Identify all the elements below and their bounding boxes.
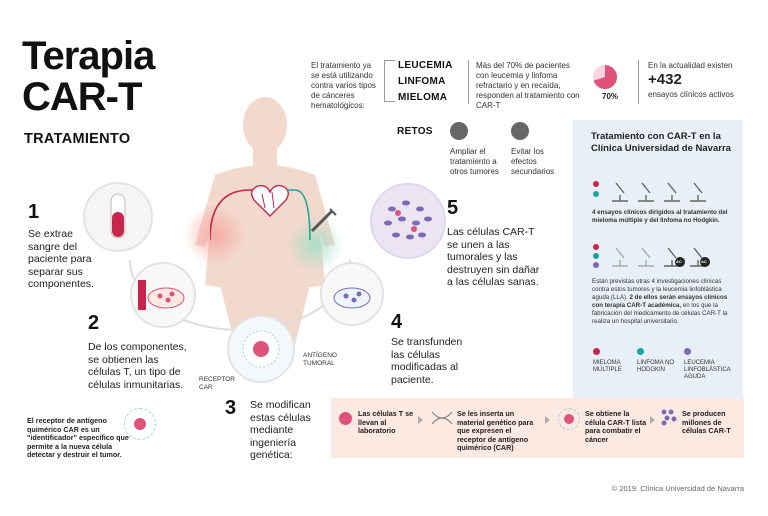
response-value: 70% [602, 92, 619, 101]
ac-badge: AC [701, 259, 707, 264]
cancer-mieloma: MIELOMA [398, 92, 448, 103]
ac-badge: AC [676, 259, 682, 264]
antigen-label: ANTÍGENO TUMORAL [303, 352, 337, 367]
step-4-number: 4 [391, 311, 403, 333]
microscope-row-1 [590, 177, 710, 205]
step-3-text: Se modifican estas células mediante ingeniería genética: [250, 399, 311, 461]
transfusion-dish-image [320, 262, 384, 326]
trials-label: ensayos clínicos activos [648, 90, 734, 99]
cancer-leucemia: LEUCEMIA [398, 60, 453, 71]
treatment-intro: El tratamiento ya se está utilizando contra varios tipos de cánceres hematológicos: [311, 61, 376, 110]
page-subtitle: TRATAMIENTO [24, 131, 131, 147]
dna-icon [430, 408, 454, 428]
response-stat-text: Más del 70% de pacientes con leucemia y linfoma refractario y en recaída, responden al tratamiento con CAR-T [476, 61, 580, 110]
syringe-icon [450, 122, 468, 140]
t-cell-icon [339, 412, 352, 425]
panel-text-2 [592, 278, 737, 326]
step-1-text: Se extrae sangre del paciente para separar sus componentes. [28, 228, 94, 290]
step-5-number: 5 [447, 197, 459, 219]
reto-1: Ampliar el tratamiento a otros tumores [450, 147, 499, 176]
divider [468, 60, 469, 104]
petri-dish-image [130, 262, 196, 328]
arrow-icon [545, 416, 550, 424]
reto-2: Evitar los efectos secundarios [511, 147, 555, 176]
car-t-cell-image [227, 315, 295, 383]
step-1-number: 1 [28, 201, 40, 223]
title-line-1: Terapia [22, 34, 155, 78]
receptor-label: RECEPTOR CAR [199, 376, 235, 391]
car-receptor-icon [124, 408, 156, 440]
tumour-cells-image [370, 183, 446, 259]
legend-dot-linfoma [637, 348, 644, 355]
step-5-text: Las células CAR-T se unen a las tumorales y las destruyen sin dañar a las células sanas. [447, 226, 540, 288]
process-step-2: Se les inserta un material genético para que expresen el receptor de antígeno quimérico (CAR) [457, 409, 534, 453]
process-step-1: Las células T se llevan al laboratorio [358, 409, 414, 436]
syringe-icon [308, 205, 340, 235]
cancer-list [398, 58, 453, 106]
step-3-number: 3 [225, 397, 237, 419]
trials-value: +432 [648, 71, 682, 88]
panel-text-2c: en los que la fabricación del medicamento de células CAR-T la realiza un hospital universitario. [592, 302, 728, 325]
step-2-number: 2 [88, 312, 100, 334]
page-title [22, 36, 154, 118]
heart-icon [256, 185, 257, 186]
legend-leucemia: LEUCEMIA LINFOBLÁSTICA AGUDA [684, 360, 731, 380]
cun-panel-title: Tratamiento con CAR-T en la Clínica Universidad de Navarra [591, 131, 731, 154]
panel-text-1: 4 ensayos clínicos dirigidos al tratamiento del mieloma múltiple y del linfoma no Hodgkin. [592, 209, 728, 224]
legend-linfoma: LINFOMA NO HODGKIN [637, 360, 675, 373]
response-pie [592, 64, 618, 90]
process-step-3: Se obtiene la célula CAR-T lista para combatir el cáncer [585, 409, 647, 444]
microscope-icon [612, 180, 613, 181]
cancer-linfoma: LINFOMA [398, 76, 446, 87]
step-4-text: Se transfunden las células modificadas al paciente. [391, 336, 463, 386]
car-t-cell-icon [558, 408, 580, 430]
cancer-bracket [384, 60, 395, 102]
process-step-4: Se producen millones de células CAR-T [682, 409, 731, 436]
divider [638, 60, 639, 104]
arrow-icon [418, 416, 423, 424]
arrow-icon [650, 416, 655, 424]
copyright-footer: © 2019. Clínica Universidad de Navarra [611, 484, 744, 493]
legend-mieloma: MIELOMA MÚLTIPLE [593, 360, 622, 373]
step-2-text: De los componentes, se obtienen las células T, un tipo de células inmunitarias. [88, 341, 187, 391]
legend-dot-leucemia [684, 348, 691, 355]
panel-text-2b: 2 de ellos serán ensayos clínicos con terapia CAR-T académica, [592, 294, 728, 309]
microscope-row-2 [590, 240, 710, 272]
retos-label: RETOS [397, 126, 433, 137]
shield-icon [511, 122, 529, 140]
legend-dot-mieloma [593, 348, 600, 355]
car-note: El receptor de antígeno quimérico CAR es un "identificador" específico que permite a la nueva célula detectar y destruir el tumor. [27, 416, 129, 460]
title-line-2: CAR-T [22, 75, 142, 119]
trials-intro: En la actualidad existen [648, 61, 733, 70]
panel-text-2a: Están previstas otras 4 investigaciones clínicas contra estos tumores y la leucemia linfoblástica aguda (LLA). [592, 278, 722, 301]
cells-cluster-icon [660, 408, 678, 426]
